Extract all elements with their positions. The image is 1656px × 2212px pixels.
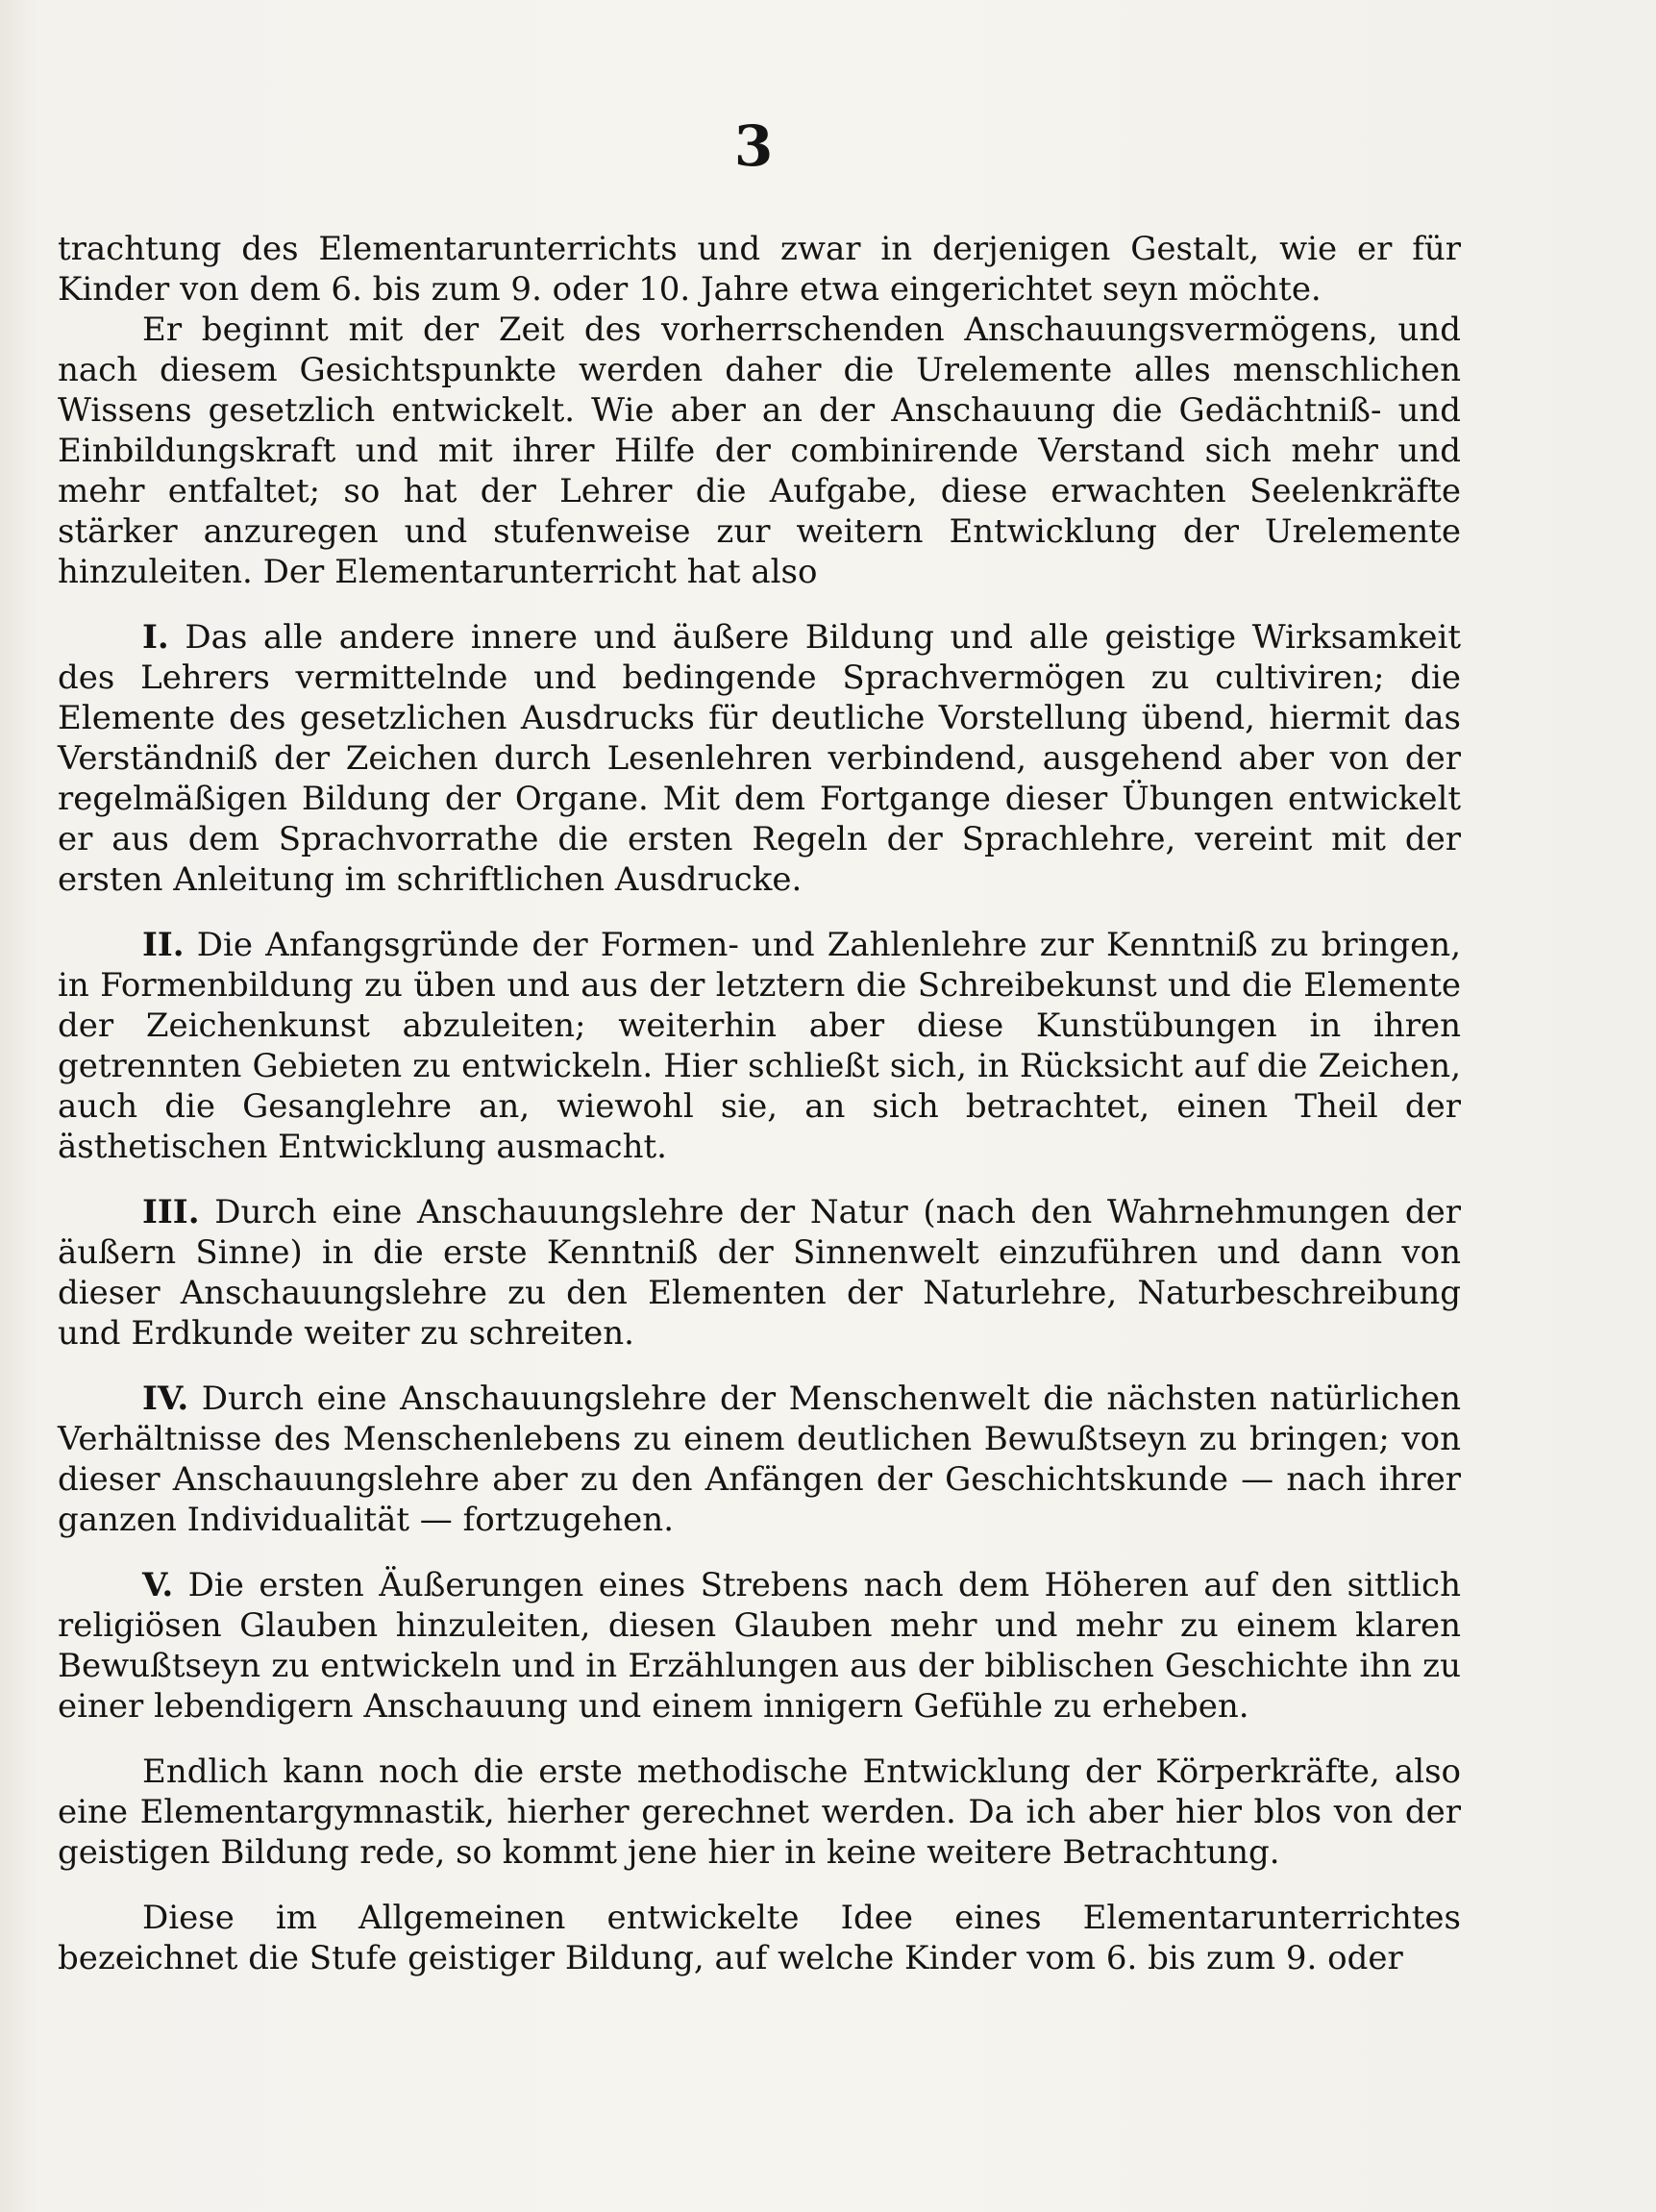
- section-text: Die Anfangsgründe der Formen- und Zahlenlehre zur Kenntniß zu bringen, in Formenbildung zu üben und aus der letztern die Schreibekunst und die Elemente der Zeichenkunst abzuleiten; weiterhin aber diese Kunstübungen in ihren getrennten Gebieten zu entwickeln. Hier schließt sich, in Rücksicht auf die Zeichen, auch die Gesanglehre an, wiewohl sie, an sich betrachtet, einen Theil der ästhetischen Entwicklung ausmacht.: [58, 926, 1461, 1166]
- paragraph-text: Er beginnt mit der Zeit des vorherrschenden Anschauungsvermögens, und nach diesem Gesichtspunkte werden daher die Urelemente alles menschlichen Wissens gesetzlich entwickelt. Wie aber an der Anschauung die Gedächtniß- und Einbildungskraft und mit ihrer Hilfe der combinirende Verstand sich mehr und mehr entfaltet; so hat der Lehrer die Aufgabe, diese erwachten Seelenkräfte stärker anzuregen und stufenweise zur weitern Entwicklung der Urelemente hinzuleiten. Der Elementarunterricht hat also: [58, 311, 1461, 591]
- section-numeral: IV.: [142, 1379, 189, 1418]
- paragraph-text: Diese im Allgemeinen entwickelte Idee eines Elementarunterrichtes bezeichnet die Stufe geistiger Bildung, auf welche Kinder vom 6. bis zum 9. oder: [58, 1899, 1461, 1977]
- section-text: Durch eine Anschauungslehre der Natur (nach den Wahrnehmungen der äußern Sinne) in die erste Kenntniß der Sinnenwelt einzuführen und dann von dieser Anschauungslehre zu den Elementen der Naturlehre, Naturbeschreibung und Erdkunde weiter zu schreiten.: [58, 1193, 1461, 1353]
- paragraph-summary: [58, 1898, 1461, 1978]
- section-numeral: I.: [142, 618, 169, 657]
- paragraph-text: Endlich kann noch die erste methodische Entwicklung der Körperkräfte, also eine Elementargymnastik, hierher gerechnet werden. Da ich aber hier blos von der geistigen Bildung rede, so kommt jene hier in keine weitere Betrachtung.: [58, 1752, 1461, 1872]
- section-text: Durch eine Anschauungslehre der Menschenwelt die nächsten natürlichen Verhältnisse des Menschenlebens zu einem deutlichen Bewußtseyn zu bringen; von dieser Anschauungslehre aber zu den Anfängen der Geschichtskunde — nach ihrer ganzen Individualität — fortzugehen.: [58, 1379, 1461, 1539]
- section-i: [58, 617, 1461, 900]
- paragraph-intro: [58, 310, 1461, 592]
- section-text: Das alle andere innere und äußere Bildung und alle geistige Wirksamkeit des Lehrers vermittelnde und bedingende Sprachvermögen zu cultiviren; die Elemente des gesetzlichen Ausdrucks für deutliche Vorstellung übend, hiermit das Verständniß der Zeichen durch Lesenlehren verbindend, ausgehend aber von der regelmäßigen Bildung der Organe. Mit dem Fortgange dieser Übungen entwickelt er aus dem Sprachvorrathe die ersten Regeln der Sprachlehre, vereint mit der ersten Anleitung im schriftlichen Ausdrucke.: [58, 618, 1462, 899]
- section-numeral: II.: [142, 926, 185, 964]
- section-iii: [58, 1192, 1461, 1354]
- paragraph-gymnastics: [58, 1752, 1461, 1873]
- section-numeral: V.: [142, 1566, 174, 1604]
- section-ii: [58, 925, 1461, 1167]
- section-numeral: III.: [142, 1193, 200, 1231]
- body-text: [58, 229, 1461, 1978]
- paragraph-continuation: [58, 229, 1461, 310]
- section-text: Die ersten Äußerungen eines Strebens nach dem Höheren auf den sittlich religiösen Glauben hinzuleiten, diesen Glauben mehr und mehr zu einem klaren Bewußtseyn zu entwickeln und in Erzählungen aus der biblischen Geschichte ihn zu einer lebendigern Anschauung und einem innigern Gefühle zu erheben.: [58, 1566, 1461, 1726]
- section-iv: [58, 1379, 1461, 1540]
- page-number: 3: [733, 113, 776, 179]
- section-v: [58, 1565, 1461, 1727]
- paragraph-text: trachtung des Elementarunterrichts und zwar in derjenigen Gestalt, wie er für Kinder von dem 6. bis zum 9. oder 10. Jahre etwa eingerichtet seyn möchte.: [58, 230, 1461, 309]
